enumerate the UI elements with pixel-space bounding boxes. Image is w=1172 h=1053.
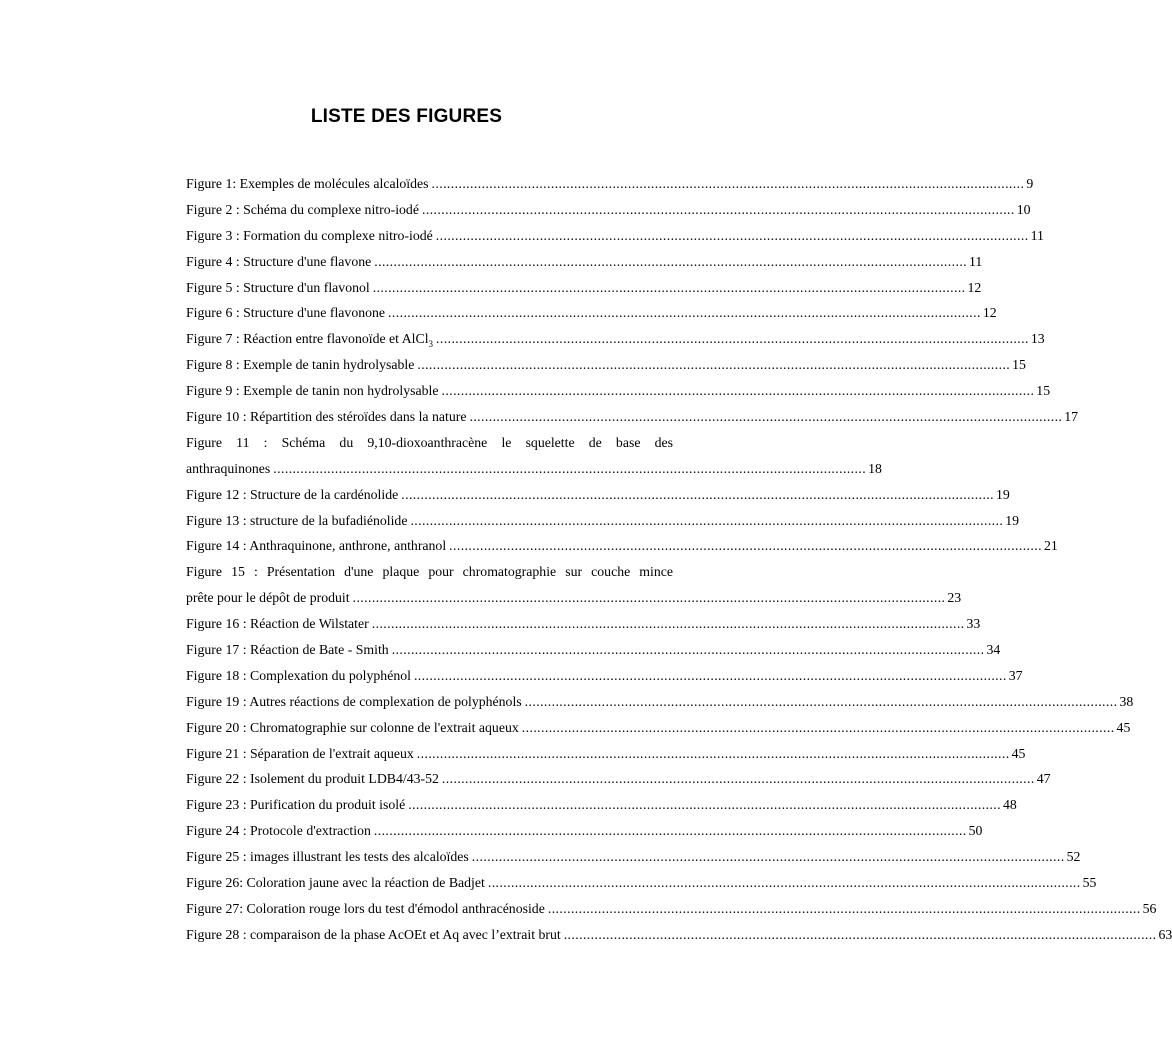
toc-entry-label: anthraquinones (186, 460, 271, 476)
toc-entry-label: Figure 4 : Structure d'une flavone (186, 253, 372, 269)
toc-entry-label: Figure 6 : Structure d'une flavonone (186, 305, 386, 321)
toc-page-number: 33 (966, 616, 981, 632)
dot-leader: .......................................................................................................................................................... (401, 486, 995, 502)
toc-entry-label: Figure 13 : structure de la bufadiénolide (186, 512, 408, 528)
dot-leader: .......................................................................................................................................................... (435, 227, 1029, 243)
toc-entry[interactable] (186, 326, 1045, 352)
toc-entry[interactable] (186, 533, 1058, 559)
dot-leader: .......................................................................................................................................................... (471, 849, 1065, 865)
toc-entry-label: Figure 18 : Complexation du polyphénol (186, 667, 411, 683)
toc-entry-label: prête pour le dépôt de produit (186, 590, 350, 606)
toc-entry[interactable] (186, 663, 1023, 689)
toc-entry[interactable] (186, 223, 1044, 249)
toc-entry[interactable] (186, 300, 997, 326)
toc-entry[interactable] (186, 197, 1031, 223)
dot-leader: .......................................................................................................................................................... (371, 616, 965, 632)
toc-page-number: 23 (947, 590, 962, 606)
toc-page-number: 45 (1011, 745, 1026, 761)
toc-entry[interactable] (186, 896, 1157, 922)
toc-entry[interactable] (186, 482, 1010, 508)
toc-entry-label: Figure 8 : Exemple de tanin hydrolysable (186, 357, 415, 373)
dot-leader: .......................................................................................................................................................... (449, 538, 1042, 554)
toc-entry-line[interactable]: Figure 11 : Schéma du 9,10-dioxoanthracène le squelette de base des (186, 434, 673, 450)
toc-entry[interactable] (186, 870, 1097, 896)
dot-leader: .......................................................................................................................................................... (524, 693, 1118, 709)
dot-leader: .......................................................................................................................................................... (372, 279, 966, 295)
toc-entry[interactable] (186, 637, 1001, 663)
toc-page-number: 15 (1012, 357, 1026, 373)
toc-page-number: 21 (1043, 538, 1058, 554)
toc-page-number: 37 (1008, 667, 1023, 683)
toc-page-number: 56 (1142, 900, 1157, 916)
toc-page-number: 18 (868, 460, 882, 476)
toc-entry-label: Figure 28 : comparaison de la phase AcOEt et Aq avec l’extrait brut (186, 926, 561, 942)
toc-page-number: 17 (1064, 409, 1079, 425)
toc-entry-label: Figure 25 : images illustrant les tests des alcaloïdes (186, 849, 469, 865)
toc-page-number: 11 (1030, 227, 1044, 243)
figure-list (186, 171, 1172, 948)
toc-entry-label: Figure 23 : Purification du produit isolé (186, 797, 406, 813)
dot-leader: .......................................................................................................................................................... (421, 201, 1015, 217)
dot-leader: .......................................................................................................................................................... (436, 331, 1029, 347)
toc-page-number: 34 (986, 642, 1001, 658)
toc-entry-label: Figure 2 : Schéma du complexe nitro-iodé (186, 201, 419, 217)
dot-leader: .......................................................................................................................................................... (416, 745, 1010, 761)
page-title: LISTE DES FIGURES (310, 106, 503, 127)
dot-leader: .......................................................................................................................................................... (441, 383, 1035, 399)
dot-leader: .......................................................................................................................................................... (469, 409, 1063, 425)
toc-entry-label: Figure 3 : Formation du complexe nitro-iodé (186, 227, 433, 243)
toc-page-number: 63 (1158, 926, 1172, 942)
dot-leader: .......................................................................................................................................................... (388, 305, 981, 321)
dot-leader: .......................................................................................................................................................... (441, 771, 1035, 787)
toc-entry-label: Figure 20 : Chromatographie sur colonne de l'extrait aqueux (186, 719, 519, 735)
dot-leader: .......................................................................................................................................................... (521, 719, 1115, 735)
toc-page-number: 19 (996, 486, 1010, 502)
toc-entry-label: Figure 26: Coloration jaune avec la réaction de Badjet (186, 875, 485, 891)
toc-entry-label: Figure 12 : Structure de la cardénolide (186, 486, 399, 502)
dot-leader: .......................................................................................................................................................... (417, 357, 1011, 373)
toc-entry[interactable] (186, 171, 1034, 197)
toc-page-number: 55 (1082, 875, 1097, 891)
toc-entry[interactable] (186, 715, 1131, 741)
dot-leader: .......................................................................................................................................................... (431, 176, 1025, 191)
toc-entry[interactable] (186, 508, 1020, 534)
dot-leader: .......................................................................................................................................................... (487, 875, 1081, 891)
toc-page-number: 38 (1119, 693, 1134, 709)
toc-entry-label: Figure 21 : Séparation de l'extrait aqueux (186, 745, 414, 761)
dot-leader: .......................................................................................................................................................... (373, 823, 967, 839)
toc-entry[interactable] (186, 766, 1051, 792)
toc-entry[interactable] (186, 611, 981, 637)
toc-page-number: 12 (982, 305, 997, 321)
toc-page-number: 50 (968, 823, 983, 839)
dot-leader: .......................................................................................................................................................... (273, 460, 867, 476)
toc-entry-label: Figure 19 : Autres réactions de complexation de polyphénols (186, 693, 522, 709)
toc-page-number: 15 (1036, 383, 1051, 399)
toc-entry-label: Figure 27: Coloration rouge lors du test d'émodol anthracénoside (186, 900, 545, 916)
toc-entry[interactable] (186, 844, 1081, 870)
toc-entry-label: Figure 1: Exemples de molécules alcaloïdes (186, 176, 429, 191)
toc-entry-label: Figure 22 : Isolement du produit LDB4/43-52 (186, 771, 439, 787)
dot-leader: .......................................................................................................................................................... (408, 797, 1001, 813)
dot-leader: .......................................................................................................................................................... (391, 642, 985, 658)
toc-page-number: 45 (1116, 719, 1131, 735)
toc-entry[interactable] (186, 922, 1172, 948)
toc-page-number: 48 (1002, 797, 1017, 813)
dot-leader: .......................................................................................................................................................... (413, 667, 1007, 683)
toc-entry-label: Figure 5 : Structure d'un flavonol (186, 279, 370, 295)
toc-entry[interactable] (186, 689, 1134, 715)
toc-entry[interactable] (186, 352, 1026, 378)
toc-entry-label: Figure 17 : Réaction de Bate - Smith (186, 642, 389, 658)
dot-leader: .......................................................................................................................................................... (374, 253, 968, 269)
toc-entry[interactable] (186, 792, 1017, 818)
toc-entry[interactable] (186, 741, 1026, 767)
toc-page-number: 10 (1016, 201, 1031, 217)
toc-entry-label: Figure 7 : Réaction entre flavonoïde et AlCl$_3$ (186, 331, 434, 350)
dot-leader: .......................................................................................................................................................... (410, 512, 1004, 528)
toc-page-number: 9 (1026, 176, 1034, 191)
toc-entry[interactable] (186, 249, 983, 275)
toc-entry-label: Figure 10 : Répartition des stéroïdes dans la nature (186, 409, 467, 425)
toc-entry-label: Figure 16 : Réaction de Wilstater (186, 616, 369, 632)
toc-entry[interactable] (186, 818, 983, 844)
toc-entry[interactable] (186, 275, 982, 301)
toc-entry-line[interactable]: Figure 15 : Présentation d'une plaque pour chromatographie sur couche mince (186, 564, 673, 580)
dot-leader: .......................................................................................................................................................... (563, 926, 1157, 942)
toc-entry-label: Figure 24 : Protocole d'extraction (186, 823, 371, 839)
dot-leader: .......................................................................................................................................................... (352, 590, 946, 606)
toc-entry[interactable] (186, 378, 1051, 404)
toc-entry[interactable] (186, 585, 962, 611)
toc-page-number: 11 (969, 253, 983, 269)
toc-entry[interactable] (186, 456, 882, 482)
toc-page-number: 52 (1066, 849, 1081, 865)
toc-entry-label: Figure 9 : Exemple de tanin non hydrolysable (186, 383, 439, 399)
toc-page-number: 12 (967, 279, 982, 295)
toc-page-number: 13 (1030, 331, 1045, 347)
toc-page-number: 19 (1005, 512, 1020, 528)
dot-leader: .......................................................................................................................................................... (547, 900, 1141, 916)
toc-entry-label: Figure 14 : Anthraquinone, anthrone, anthranol (186, 538, 447, 554)
subscript: 3 (428, 339, 434, 350)
toc-page-number: 47 (1036, 771, 1051, 787)
toc-entry[interactable] (186, 404, 1079, 430)
